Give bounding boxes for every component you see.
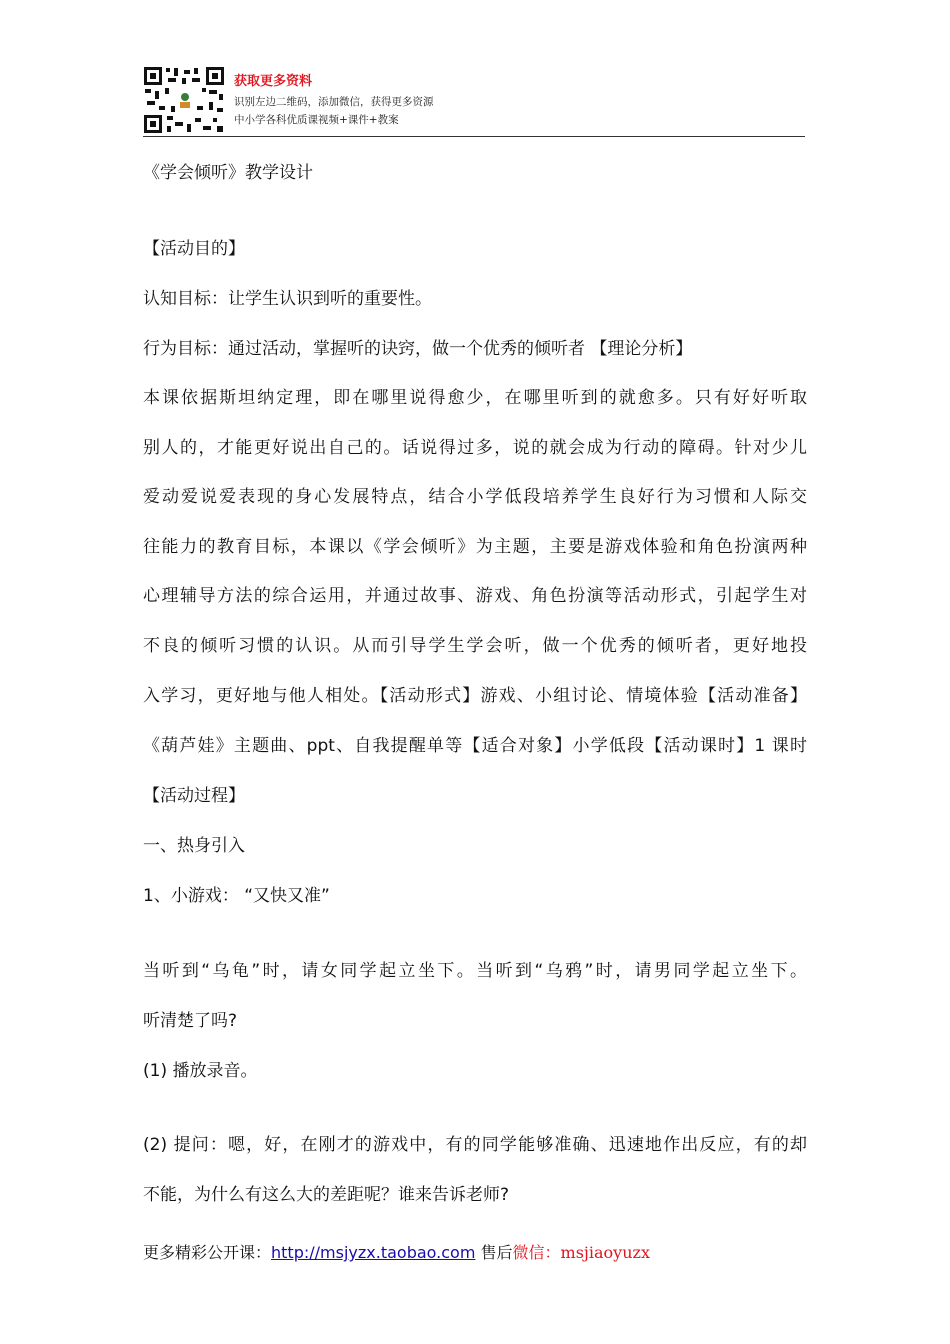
cognitive-goal: 认知目标：让学生认识到听的重要性。	[143, 289, 432, 309]
section-heading-purpose: 【活动目的】	[143, 239, 245, 259]
analysis-line: 本课依据斯坦纳定理，即在哪里说得愈少，在哪里听到的就愈多。只有好好听取	[143, 388, 807, 408]
analysis-line: 入学习，更好地与他人相处。【活动形式】游戏、小组讨论、情境体验【活动准备】	[143, 686, 807, 706]
footer-middle: 售后	[475, 1243, 513, 1262]
header-banner	[143, 66, 805, 136]
analysis-line: 往能力的教育目标，本课以《学会倾听》为主题，主要是游戏体验和角色扮演两种	[143, 537, 807, 557]
header-line-1: 识别左边二维码，添加微信，获得更多资源	[234, 96, 434, 108]
footer-wechat-id: msjiaoyuzx	[560, 1243, 650, 1262]
analysis-line: 心理辅导方法的综合运用，并通过故事、游戏、角色扮演等活动形式，引起学生对	[143, 586, 807, 606]
footer	[143, 1240, 650, 1263]
analysis-line: 别人的，才能更好说出自己的。话说得过多，说的就会成为行动的障碍。针对少儿	[143, 438, 807, 458]
analysis-line: 爱动爱说爱表现的身心发展特点，结合小学低段培养学生良好行为习惯和人际交	[143, 487, 807, 507]
footer-link[interactable]: http://msjyzx.taobao.com	[271, 1243, 476, 1262]
step-1: (1) 播放录音。	[143, 1061, 258, 1081]
document-title: 《学会倾听》教学设计	[143, 163, 313, 183]
header-title: 获取更多资料	[234, 74, 313, 89]
footer-wechat-label: 微信：	[512, 1243, 561, 1262]
header-line-2: 中小学各科优质课视频+课件+教案	[234, 114, 399, 126]
step-2-line: (2) 提问：嗯，好，在刚才的游戏中，有的同学能够准确、迅速地作出反应，有的却	[143, 1135, 807, 1155]
instruction-line: 当听到“乌龟”时，请女同学起立坐下。当听到“乌鸦”时，请男同学起立坐下。	[143, 961, 807, 981]
analysis-line: 《葫芦娃》主题曲、ppt、自我提醒单等【适合对象】小学低段【活动课时】1 课时	[143, 736, 807, 756]
part-heading-warmup: 一、热身引入	[143, 836, 245, 856]
header-divider	[143, 136, 805, 137]
section-heading-process: 【活动过程】	[143, 786, 245, 806]
footer-prefix: 更多精彩公开课：	[143, 1243, 272, 1262]
qr-code-icon[interactable]	[143, 66, 225, 134]
behavior-goal: 行为目标：通过活动，掌握听的诀窍，做一个优秀的倾听者 【理论分析】	[143, 339, 693, 359]
analysis-line: 不良的倾听习惯的认识。从而引导学生学会听，做一个优秀的倾听者，更好地投	[143, 636, 807, 656]
step-2-line: 不能，为什么有这么大的差距呢？谁来告诉老师?	[143, 1185, 510, 1205]
game-title: 1、小游戏： “又快又准”	[143, 886, 330, 906]
instruction-line: 听清楚了吗?	[143, 1011, 238, 1031]
